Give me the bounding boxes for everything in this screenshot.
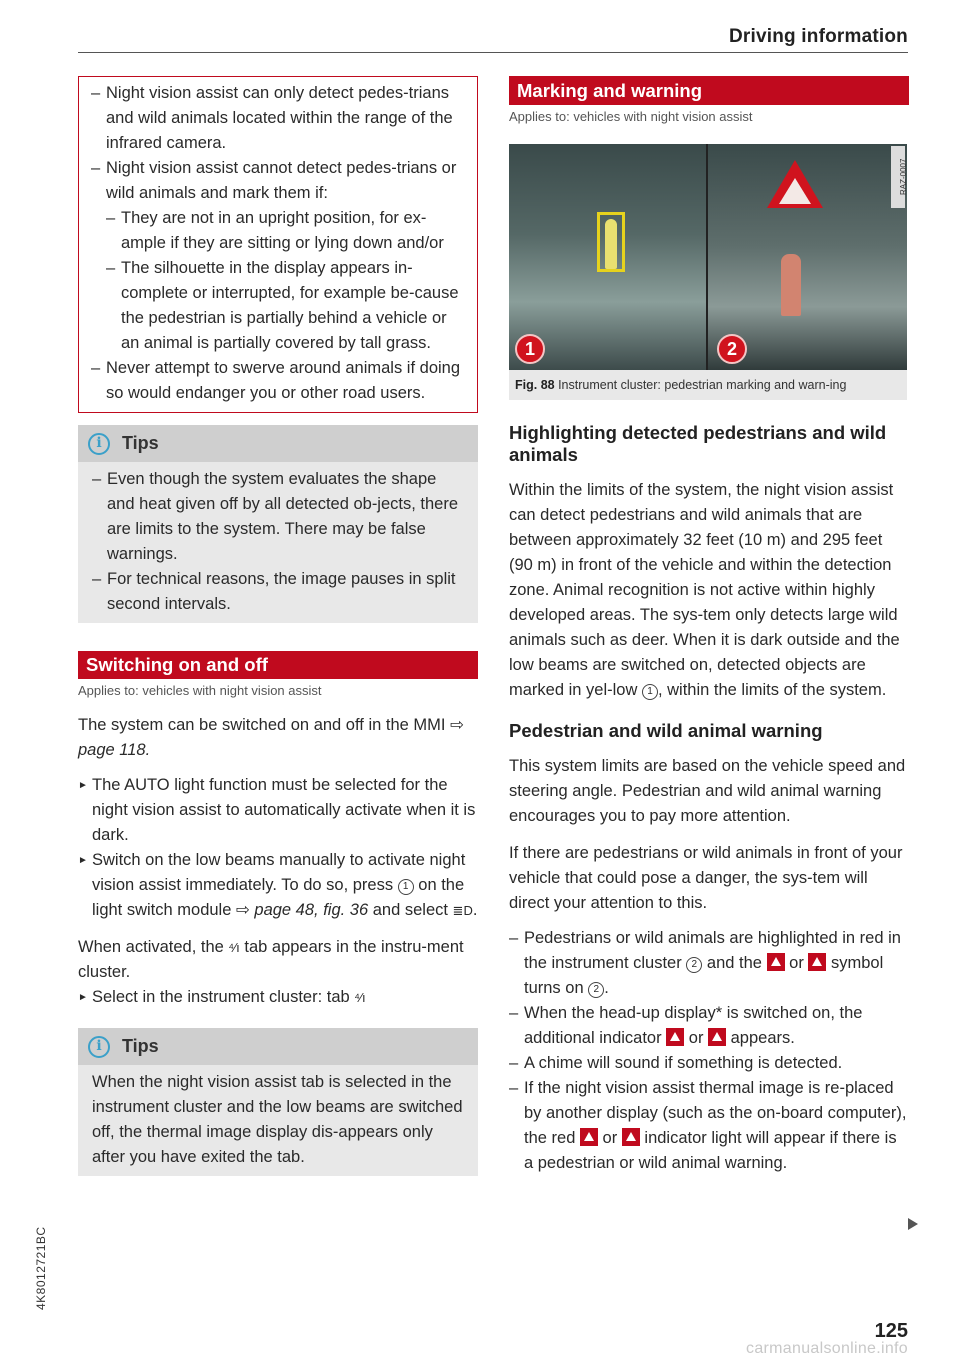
figure-id: RAZ-0007: [891, 146, 905, 208]
page-number: 125: [874, 1320, 908, 1342]
list-item: – Night vision assist can only detect pedes-trians and wild animals located within the range of the infrared camera.: [91, 81, 465, 156]
warning-list: [91, 81, 465, 406]
continue-arrow-icon: [908, 1218, 918, 1230]
pedestrian-warning-icon: [580, 1128, 598, 1146]
section-title-marking: Marking and warning: [509, 76, 909, 105]
watermark: carmanualsonline.info: [746, 1340, 908, 1357]
tips-heading-label: Tips: [122, 433, 159, 453]
paragraph: If there are pedestrians or wild animals in front of your vehicle that could pose a danger, the sys-tem will direct your attention to this.: [509, 844, 903, 912]
list-item: ► The AUTO light function must be selected for the night vision assist to automatically activate when it is dark.: [78, 773, 478, 848]
left-column: [78, 76, 478, 1176]
list-item: – The silhouette in the display appears in-complete or interrupted, for example be-cause the pedestrian is partially behind a vehicle or an animal is partially covered by tall grass.: [106, 256, 465, 356]
paragraph: When activated, the ⁴⁄ı tab appears in the instru-ment cluster.: [78, 938, 464, 981]
yellow-marking-box: [597, 212, 625, 272]
low-beam-icon: ≣D: [452, 903, 473, 918]
warning-box: [78, 76, 478, 413]
list-item: ► Select in the instrument cluster: tab ⁴⁄ı: [78, 985, 478, 1010]
info-icon: i: [88, 1036, 110, 1058]
warning-triangle-inner: [779, 178, 811, 204]
night-vision-tab-icon: ⁴⁄ı: [228, 940, 240, 955]
info-icon: i: [88, 433, 110, 455]
animal-warning-icon: [622, 1128, 640, 1146]
list-item: – Never attempt to swerve around animals if doing so would endanger you or other road users.: [91, 356, 465, 406]
instruction-list: [78, 773, 478, 923]
warning-details-list: [509, 926, 909, 1176]
animal-warning-icon: [708, 1028, 726, 1046]
header-title: Driving information: [728, 26, 908, 47]
list-item: – For technical reasons, the image pauses in split second intervals.: [92, 567, 464, 617]
document-code: 4K8012721BC: [34, 1226, 48, 1310]
list-item: – If the night vision assist thermal image is re-placed by another display (such as the on-board computer), the red or indicator light will appear if there is a pedestrian or wild animal warning.: [509, 1076, 909, 1176]
heading-highlighting: Highlighting detected pedestrians and wild animals: [509, 422, 887, 465]
tips-box: [78, 425, 478, 623]
tips-body: When the night vision assist tab is selected in the instrument cluster and the low beams are switched off, the thermal image display dis-appears only after you have exited the tab.: [92, 1073, 463, 1166]
pedestrian-warning-icon: [666, 1028, 684, 1046]
red-pedestrian-silhouette: [781, 254, 801, 316]
figure-marker-2: 2: [717, 334, 747, 364]
number-marker: 2: [588, 982, 604, 998]
figure-marker-1: 1: [515, 334, 545, 364]
applies-to: Applies to: vehicles with night vision assist: [509, 109, 753, 124]
list-item: – Even though the system evaluates the shape and heat given off by all detected ob-jects, there are limits to the system. There may be false warnings.: [92, 467, 464, 567]
warning-sublist: [106, 206, 465, 356]
instruction-list: [78, 985, 478, 1010]
right-column: [509, 76, 909, 1176]
list-item: – Pedestrians or wild animals are highlighted in red in the instrument cluster 2 and the or symbol turns on 2 .: [509, 926, 909, 1001]
paragraph: This system limits are based on the vehicle speed and steering angle. Pedestrian and wild animal warning encourages you to pay more attention.: [509, 757, 906, 825]
heading-warning: Pedestrian and wild animal warning: [509, 720, 823, 741]
number-marker: 1: [398, 879, 414, 895]
page-ref-link[interactable]: ⇨ page 48, fig. 36: [235, 901, 369, 919]
list-item-text: Night vision assist cannot detect pedes-trians or wild animals and mark them if:: [106, 159, 457, 202]
section-title-switching: Switching on and off: [78, 651, 478, 679]
list-item: – A chime will sound if something is detected.: [509, 1051, 909, 1076]
tips-heading-label: Tips: [122, 1036, 159, 1056]
tips-box: [78, 1028, 478, 1176]
header-rule: [78, 52, 908, 53]
night-vision-tab-icon: ⁴⁄ı: [354, 990, 366, 1005]
animal-warning-icon: [808, 953, 826, 971]
tips-heading: [78, 425, 478, 462]
page-ref-link[interactable]: ⇨ page 118.: [78, 716, 464, 759]
list-item: [91, 156, 465, 356]
number-marker: 1: [642, 684, 658, 700]
figure-thermal-image: [509, 144, 907, 370]
tips-body: [78, 462, 478, 623]
list-item: ► Switch on the low beams manually to activate night vision assist immediately. To do so, press 1 on the light switch module ⇨ page 48, fig. 36 and select ≣D.: [78, 848, 478, 923]
applies-to: Applies to: vehicles with night vision assist: [78, 683, 322, 698]
pedestrian-warning-icon: [767, 953, 785, 971]
list-item: – When the head-up display* is switched on, the additional indicator or appears.: [509, 1001, 909, 1051]
tips-heading: [78, 1028, 478, 1065]
number-marker: 2: [686, 957, 702, 973]
list-item: – They are not in an upright position, for ex-ample if they are sitting or lying down and/or: [106, 206, 465, 256]
figure-caption: Fig. 88 Instrument cluster: pedestrian marking and warn-ing: [509, 370, 907, 400]
paragraph: The system can be switched on and off in the MMI ⇨ page 118.: [78, 716, 464, 759]
paragraph: Within the limits of the system, the night vision assist can detect pedestrians and wild animals that are between approximately 32 feet (10 m) and 295 feet (90 m) in front of the vehicle and within the detection zone. Animal recognition is not active within highly developed areas. The sys-tem only detects large wild animals such as deer. When it is dark outside and the low beams are switched on, detected objects are marked in yel-low 1 , within the limits of the system.: [509, 481, 900, 699]
